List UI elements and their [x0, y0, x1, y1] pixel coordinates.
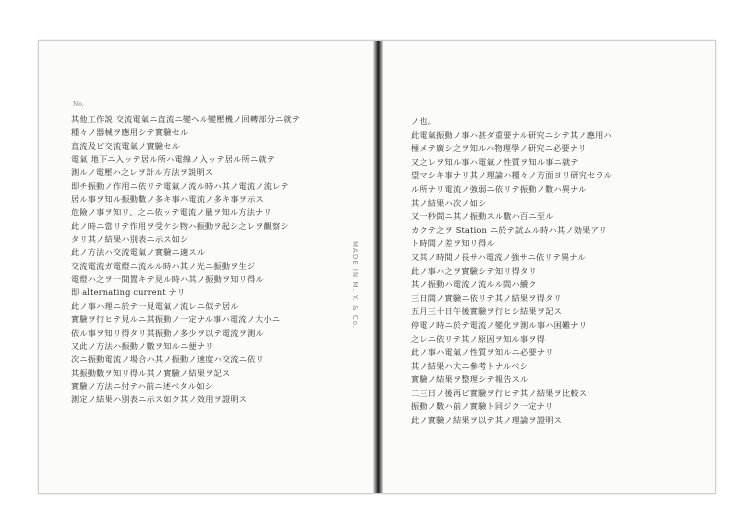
handwritten-line: ノ也。 — [411, 116, 437, 126]
handwritten-line: 此ノ方法ハ交流電氣ノ實驗ニ適スル — [71, 247, 206, 258]
handwritten-line: 電氣 地下ニ入ッテ居ル所ハ電線ノ入ッテ居ル所ニ就テ — [71, 154, 276, 165]
handwritten-line: 實驗ノ方法ニ付テハ前ニ述ベタル如シ — [71, 380, 214, 391]
handwritten-line: 此電氣振動ノ事ハ甚ダ重要ナル研究ニシテ其ノ應用ハ — [411, 129, 612, 140]
handwritten-line: 又此ノ方法ハ振動ノ數ヲ知ルニ便ナリ — [71, 340, 214, 351]
handwritten-line: 三日間ノ實驗ニ依リテ其ノ結果ヲ得タリ — [411, 292, 562, 303]
handwritten-line: 實驗ノ結果ヲ整理シテ報告スル — [411, 374, 529, 385]
handwritten-line: 振動ノ數ハ前ノ實驗ト同ジク一定ナリ — [411, 401, 554, 412]
handwritten-line: ル所ナリ電流ノ強弱ニ依リテ振動ノ數ハ異ナル — [411, 183, 587, 194]
handwritten-line: 其ノ振動ハ電流ノ流ルル間ハ續ク — [411, 279, 537, 290]
handwritten-line: 此ノ實驗ノ結果ヲ以テ其ノ理論ヲ證明ス — [411, 415, 562, 426]
handwritten-line: 居ル事ヲ知ル振動數ノ多キ事ハ電流ノ多キ事ヲ示ス — [71, 194, 264, 205]
handwritten-line: 測定ノ結果ハ別表ニ示ス如ク其ノ效用ヲ證明ス — [71, 394, 248, 405]
handwritten-line: 其振動數ヲ知リ得ル其ノ實驗ノ結果ヲ記ス — [71, 367, 231, 378]
handwritten-line: 五月三十日午後實驗ヲ行ヒシ結果ヲ記ス — [411, 306, 562, 317]
notebook-spread — [38, 40, 716, 494]
handwritten-line: 即 alternating current ナリ — [71, 287, 186, 298]
handwritten-line: 測ルノ電壓ハ之レヲ計ル方法ヲ説明ス — [71, 167, 214, 178]
handwritten-line: 極メテ廣シ之ヲ知ルハ物理學ノ研究ニ必要ナリ — [411, 143, 587, 154]
page-number: No. — [73, 101, 84, 108]
handwritten-line: 又之レヲ知ル事ハ電氣ノ性質ヲ知ル事ニ就テ — [411, 156, 579, 167]
paper-watermark: MADE IN M. Y. & Co. — [351, 241, 359, 330]
handwritten-line: タリ其ノ結果ハ別表ニ示ス如シ — [71, 234, 189, 245]
left-page — [39, 41, 376, 493]
handwritten-line: 此ノ事ハ之ヲ實驗シテ知リ得タリ — [411, 265, 537, 276]
left-page-text — [71, 113, 347, 407]
handwritten-line: 又一秒間ニ其ノ振動スル數ハ百ニ至ル — [411, 211, 554, 222]
handwritten-line: 次ニ振動電流ノ場合ハ其ノ振動ノ速度ハ交流ニ依リ — [71, 354, 264, 365]
handwritten-line: 此ノ事ハ理ニ於テ一見電氣ノ流レニ似テ居ル — [71, 300, 239, 311]
handwritten-line: 危險ノ事ヲ知リ、之ニ依ッテ電流ノ量ヲ知ル方法ナリ — [71, 207, 272, 218]
right-page — [381, 41, 715, 493]
handwritten-line: 其ノ結果ハ次ノ如シ — [411, 197, 487, 208]
handwritten-line: 停電ノ時ニ於テ電流ノ變化ヲ測ル事ハ困難ナリ — [411, 319, 588, 330]
handwritten-line: ト時間ノ差ヲ知リ得ル — [411, 238, 495, 249]
handwritten-line: 其ノ結果ハ大ニ參考トナルベシ — [411, 360, 529, 371]
handwritten-line: 交流電流ガ電燈ニ流ルル時ハ其ノ光ニ振動ヲ生ジ — [71, 260, 256, 271]
handwritten-line: 又其ノ時間ノ長サハ電流ノ強サニ依リテ異ナル — [411, 251, 586, 262]
handwritten-line: カクテ之ヲ Station ニ於テ試ムル時ハ其ノ効果アリ — [411, 224, 607, 235]
handwritten-line: 直流及ビ交流電氣ノ實驗セル — [71, 140, 181, 151]
right-page-text — [411, 115, 701, 428]
handwritten-line: 依ル事ヲ知リ得タリ其振動ノ多少ヲ以テ電流ヲ測ル — [71, 327, 264, 338]
handwritten-line: 此ノ時ニ當リテ作用ヲ受ケシ物ハ振動ヲ起シ之レヲ觀察シ — [71, 220, 289, 231]
handwritten-line: 二三日ノ後再ビ實驗ヲ行ヒテ其ノ結果ヲ比較ス — [411, 387, 588, 398]
handwritten-line: 實驗ヲ行ヒテ見ルニ其振動ノ一定ナル事ハ電流ノ大小ニ — [71, 314, 281, 325]
handwritten-line: 之レニ依リテ其ノ原因ヲ知ル事ヲ得 — [411, 333, 546, 344]
handwritten-line: 望マシキ事ナリ其ノ理論ハ種々ノ方面ヨリ研究セラル — [411, 170, 613, 181]
handwritten-line: 此ノ事ハ電氣ノ性質ヲ知ルニ必要ナリ — [411, 347, 554, 358]
handwritten-line: 其他工作説 交流電氣ニ直流ニ變ヘル變壓機ノ回轉部分ニ就テ — [71, 114, 301, 124]
handwritten-line: 種々ノ器械ヲ應用シテ實驗セル — [71, 127, 189, 138]
handwritten-line: 即チ振動ノ作用ニ依リテ電氣ノ流ル時ハ其ノ電流ノ流レテ — [71, 180, 289, 191]
handwritten-line: 電燈ハ之ヲ一間置キテ見ル時ハ其ノ振動ヲ知リ得ル — [71, 274, 264, 285]
